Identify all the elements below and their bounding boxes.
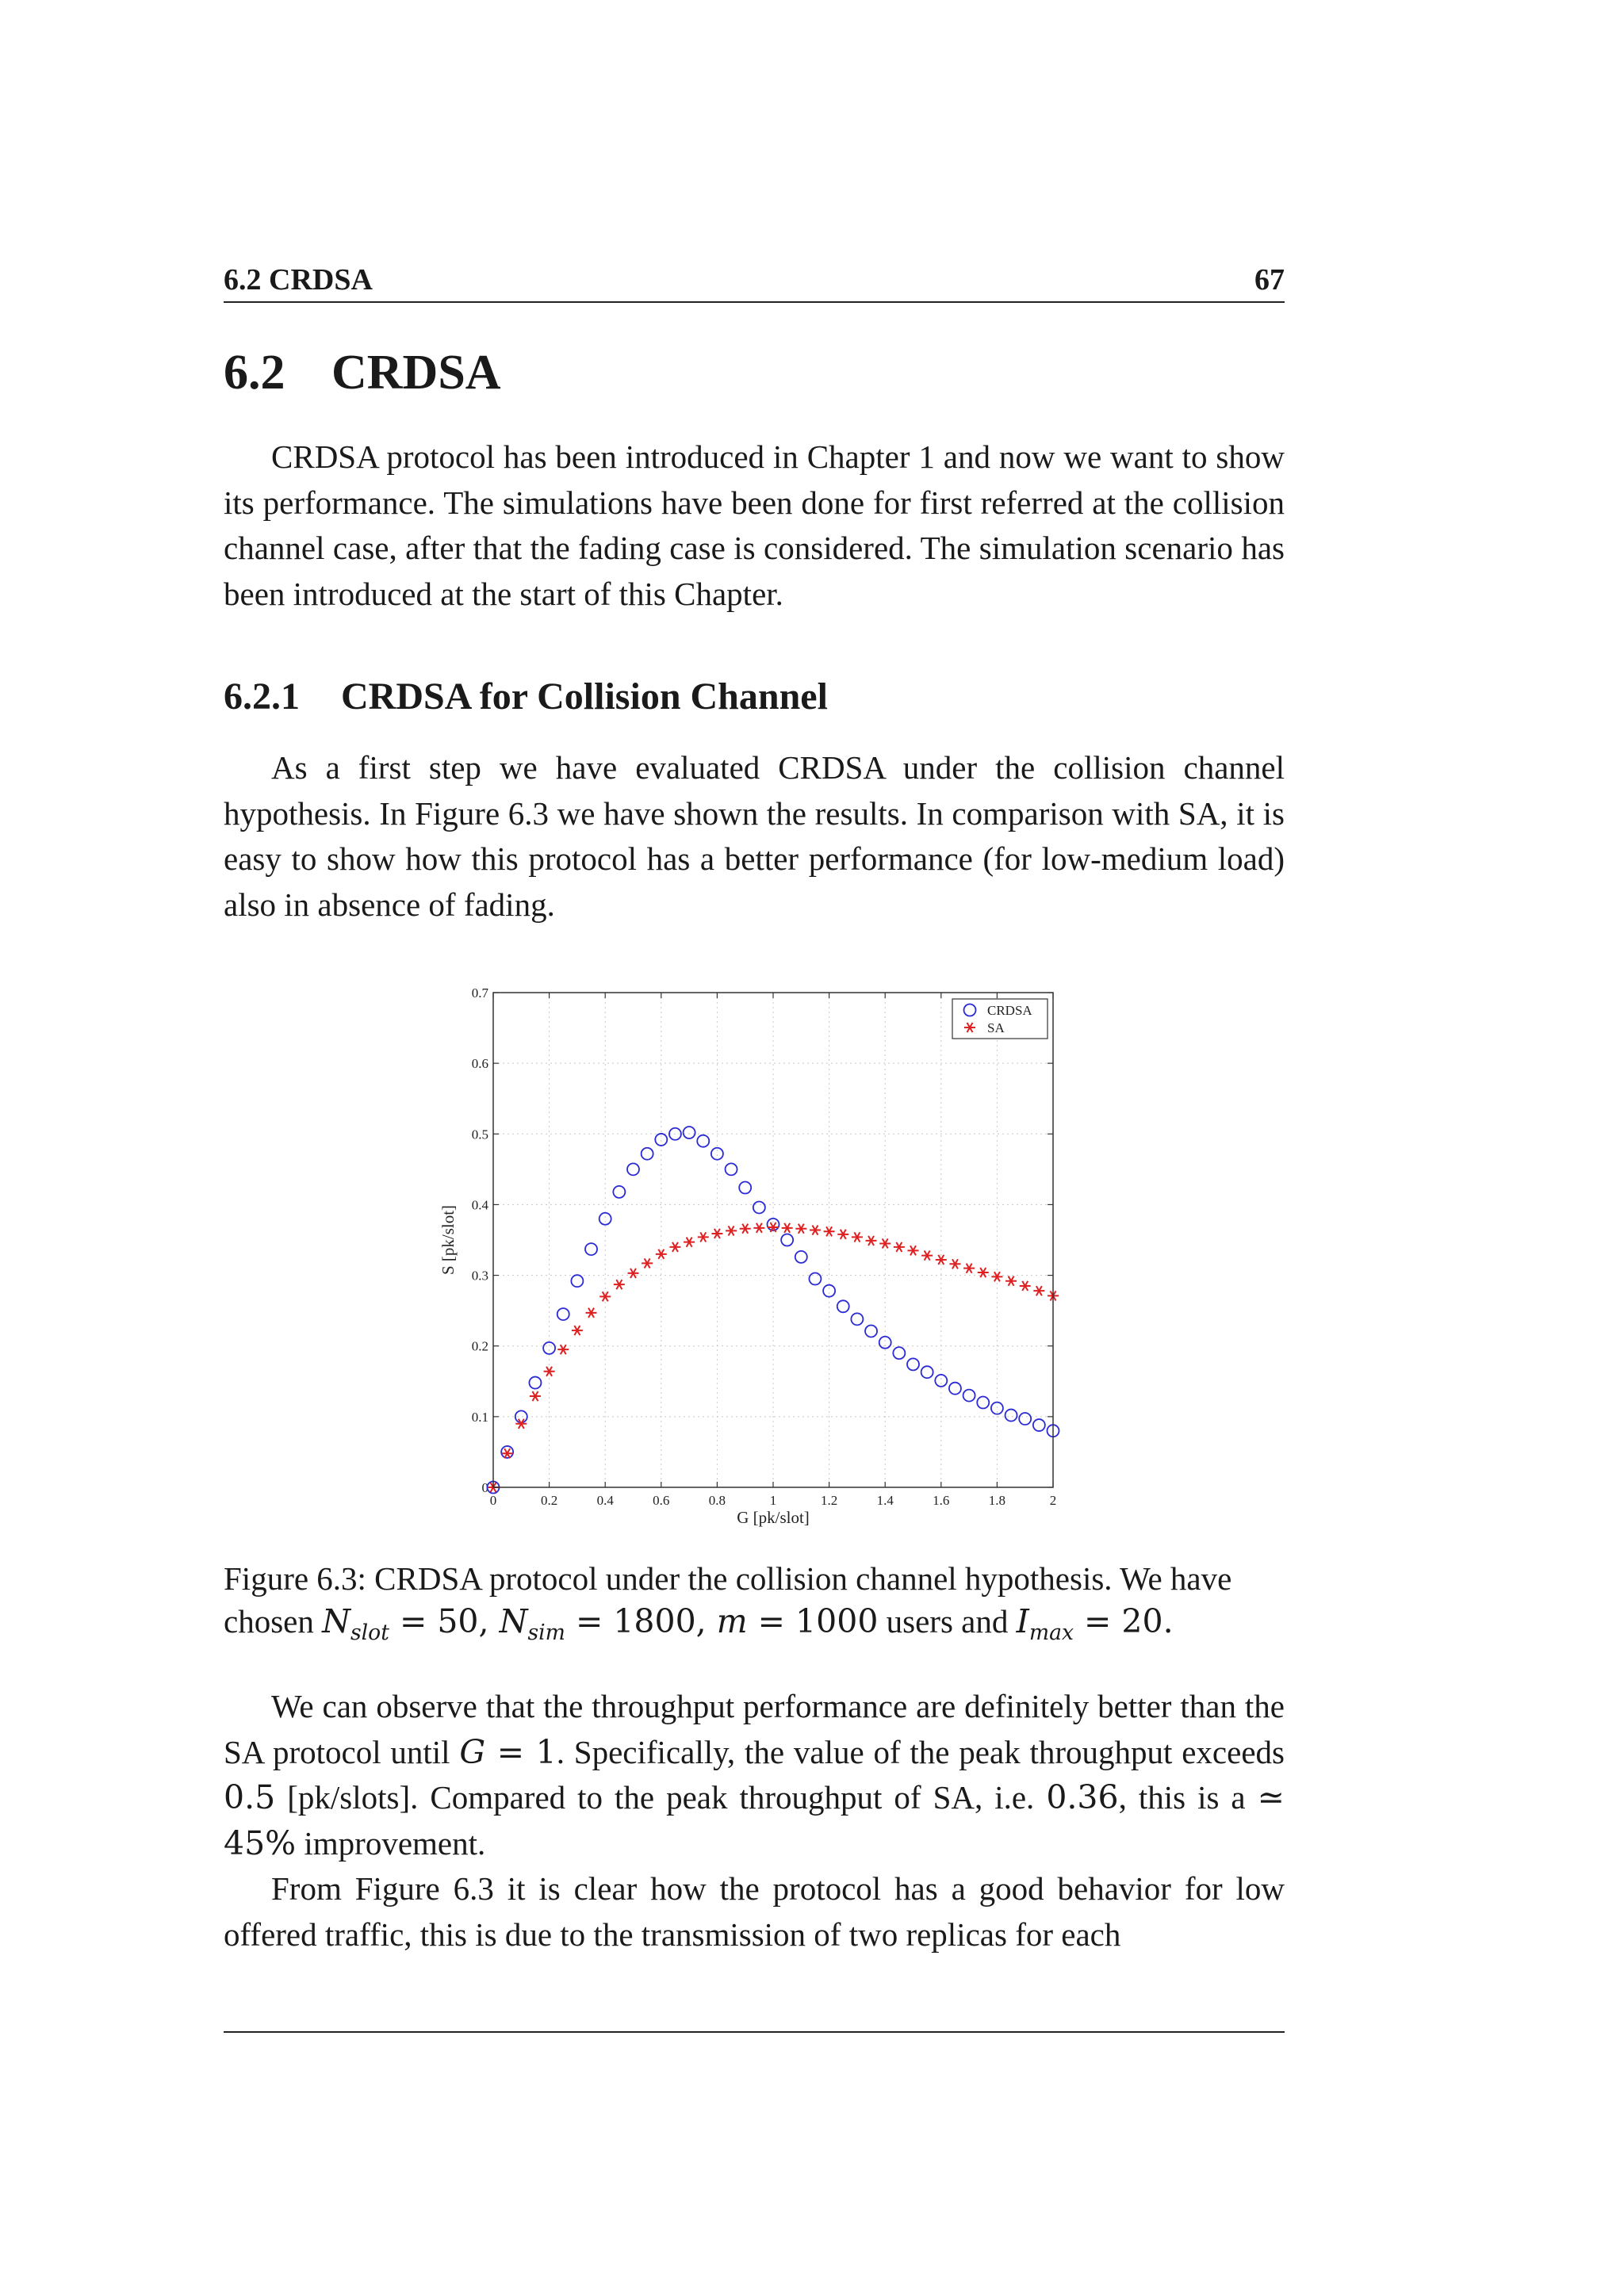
caption-m-symbol: m — [716, 1602, 748, 1640]
x-tick-label: 1 — [769, 1493, 777, 1508]
throughput-chart — [428, 975, 1078, 1530]
caption-nslot-symbol: N — [322, 1602, 350, 1640]
caption-imax-symbol: I — [1016, 1602, 1029, 1640]
page-number: 67 — [1254, 263, 1285, 297]
caption-nsim-value: = 1800, — [565, 1602, 717, 1640]
x-tick-label: 1.6 — [933, 1493, 950, 1508]
p3-g-symbol: G — [459, 1732, 486, 1771]
data-point-crdsa — [697, 1135, 709, 1147]
data-point-sa — [544, 1367, 555, 1376]
caption-imax-value: = 20. — [1074, 1602, 1174, 1640]
data-point-crdsa — [613, 1186, 625, 1198]
paragraph-behavior: From Figure 6.3 it is clear how the protocol has a good behavior for low offered traffic, this is due to the transmission of two replicas for each — [224, 1870, 1285, 1953]
data-point-sa — [894, 1242, 905, 1252]
caption-nsim-symbol: N — [499, 1602, 528, 1640]
data-point-crdsa — [879, 1337, 891, 1349]
data-point-sa — [642, 1258, 653, 1268]
data-point-crdsa — [935, 1375, 947, 1387]
data-point-sa — [586, 1308, 597, 1318]
data-point-sa — [810, 1225, 821, 1234]
data-point-sa — [978, 1268, 989, 1277]
data-point-sa — [614, 1280, 625, 1289]
chart-marks — [488, 1127, 1059, 1493]
y-tick-label: 0 — [481, 1480, 488, 1495]
data-point-crdsa — [963, 1390, 975, 1402]
caption-users: users and — [878, 1603, 1017, 1640]
data-point-sa — [698, 1232, 709, 1242]
x-tick-label: 0.8 — [708, 1493, 726, 1508]
footer-rule — [224, 2031, 1285, 2033]
data-point-crdsa — [781, 1234, 793, 1246]
p3-text-a: We can observe that the throughput performance are definitely better than the SA protocol until — [224, 1688, 1285, 1770]
data-point-sa — [711, 1229, 722, 1238]
data-point-crdsa — [837, 1300, 849, 1312]
y-axis-label: S [pk/slot] — [439, 1204, 458, 1276]
data-point-sa — [908, 1246, 919, 1255]
y-tick-label: 0.7 — [471, 985, 488, 1001]
data-point-crdsa — [739, 1182, 751, 1194]
data-point-sa — [921, 1251, 933, 1261]
p3-text-b: . Specifically, the value of the peak throughput exceeds — [556, 1733, 1285, 1770]
data-point-sa — [1005, 1276, 1017, 1286]
data-point-sa — [753, 1223, 764, 1233]
caption-nslot-value: = 50, — [389, 1602, 500, 1640]
p3-improvement-value: ≃ 45% — [224, 1778, 1285, 1862]
y-tick-label: 0.3 — [471, 1268, 488, 1284]
data-point-sa — [1033, 1286, 1044, 1295]
running-header-section: 6.2 CRDSA — [224, 263, 373, 297]
chart-grid — [493, 993, 1053, 1487]
data-point-crdsa — [865, 1325, 877, 1337]
data-point-crdsa — [726, 1163, 737, 1175]
data-point-crdsa — [753, 1201, 765, 1213]
data-point-crdsa — [557, 1308, 569, 1320]
y-tick-label: 0.4 — [471, 1197, 488, 1213]
data-point-crdsa — [907, 1358, 919, 1370]
p3-text-e: improvement. — [296, 1824, 486, 1862]
data-point-sa — [572, 1326, 583, 1335]
data-point-crdsa — [977, 1397, 989, 1409]
p3-text-d: , this is a — [1118, 1779, 1258, 1816]
data-point-crdsa — [921, 1366, 933, 1378]
x-tick-label: 0.6 — [653, 1493, 670, 1508]
section-title: CRDSA — [331, 346, 501, 400]
caption-imax-sub: max — [1028, 1621, 1074, 1646]
data-point-sa — [795, 1224, 806, 1234]
data-point-crdsa — [599, 1213, 611, 1225]
chart-legend — [952, 999, 1048, 1039]
data-point-crdsa — [851, 1313, 863, 1325]
data-point-sa — [824, 1226, 835, 1236]
data-point-crdsa — [529, 1377, 541, 1389]
data-point-sa — [669, 1242, 680, 1252]
paragraph-observation — [224, 1684, 1285, 1866]
y-tick-label: 0.2 — [471, 1338, 488, 1354]
legend-label-sa: SA — [987, 1020, 1005, 1035]
data-point-sa — [963, 1264, 975, 1273]
p3-sa-peak-value: 0.36 — [1046, 1778, 1119, 1816]
caption-nslot-sub: slot — [350, 1621, 389, 1646]
data-point-crdsa — [809, 1273, 821, 1285]
y-tick-label: 0.6 — [471, 1056, 488, 1072]
x-tick-label: 1.8 — [988, 1493, 1006, 1508]
data-point-crdsa — [627, 1163, 639, 1175]
p3-text-c: [pk/slots]. Compared to the peak throughput of SA, i.e. — [275, 1779, 1047, 1816]
caption-nsim-sub: sim — [527, 1621, 565, 1646]
caption-lead: Figure 6.3: CRDSA protocol under the collision channel hypothesis. We have chosen — [224, 1560, 1232, 1640]
series-crdsa — [488, 1127, 1059, 1493]
data-point-sa — [936, 1255, 947, 1265]
x-tick-label: 0.2 — [540, 1493, 558, 1508]
data-point-sa — [1020, 1281, 1031, 1291]
section-heading — [224, 341, 501, 404]
x-axis-label: G [pk/slot] — [737, 1508, 810, 1527]
subsection-heading — [224, 671, 828, 723]
data-point-crdsa — [585, 1243, 597, 1255]
data-point-sa — [684, 1238, 695, 1247]
data-point-crdsa — [1033, 1419, 1045, 1431]
series-sa — [488, 1223, 1059, 1492]
y-tick-label: 0.5 — [471, 1127, 488, 1142]
x-tick-label: 1.2 — [820, 1493, 838, 1508]
data-point-sa — [837, 1230, 848, 1239]
x-tick-label: 0.4 — [596, 1493, 614, 1508]
data-point-crdsa — [642, 1148, 653, 1160]
x-tick-label: 1.4 — [876, 1493, 894, 1508]
data-point-sa — [852, 1232, 863, 1242]
data-point-crdsa — [795, 1251, 807, 1263]
data-point-sa — [557, 1345, 569, 1354]
x-tick-label: 0 — [489, 1493, 497, 1508]
data-point-crdsa — [949, 1383, 961, 1395]
running-header — [224, 258, 1285, 303]
figure-caption — [224, 1557, 1285, 1655]
data-point-crdsa — [1019, 1413, 1031, 1425]
chart-ticks — [472, 985, 1057, 1508]
data-point-crdsa — [1005, 1410, 1017, 1422]
data-point-sa — [740, 1224, 751, 1234]
x-tick-label: 2 — [1049, 1493, 1057, 1508]
p3-peak-value: 0.5 — [224, 1778, 276, 1816]
paragraph-collision: As a first step we have evaluated CRDSA under the collision channel hypothesis. In Figure 6.3 we have shown the results. In comparison with SA, it is easy to show how this protocol has a better performance (for low-medium load) also in absence of fading. — [224, 749, 1285, 923]
data-point-crdsa — [893, 1347, 905, 1359]
section-number: 6.2 — [224, 346, 285, 400]
data-point-sa — [866, 1236, 877, 1246]
data-point-sa — [530, 1391, 541, 1401]
data-point-crdsa — [684, 1127, 695, 1138]
y-tick-label: 0.1 — [471, 1409, 488, 1425]
data-point-sa — [628, 1269, 639, 1278]
caption-m-value: = 1000 — [747, 1602, 879, 1640]
legend-label-crdsa: CRDSA — [987, 1003, 1032, 1018]
subsection-title: CRDSA for Collision Channel — [341, 675, 828, 718]
paragraph-intro: CRDSA protocol has been introduced in Chapter 1 and now we want to show its performance. The simulations have been done for first referred at the collision channel case, after that the fading case is considered. The simulation scenario has been introduced at the start of this Chapter. — [224, 438, 1285, 612]
data-point-sa — [949, 1259, 960, 1269]
data-point-crdsa — [543, 1342, 555, 1354]
data-point-crdsa — [571, 1275, 583, 1287]
data-point-sa — [726, 1226, 737, 1235]
subsection-number: 6.2.1 — [224, 675, 300, 718]
data-point-crdsa — [823, 1285, 835, 1297]
data-point-crdsa — [711, 1148, 723, 1160]
data-point-sa — [782, 1223, 793, 1233]
p3-g-value: = 1 — [485, 1732, 557, 1771]
